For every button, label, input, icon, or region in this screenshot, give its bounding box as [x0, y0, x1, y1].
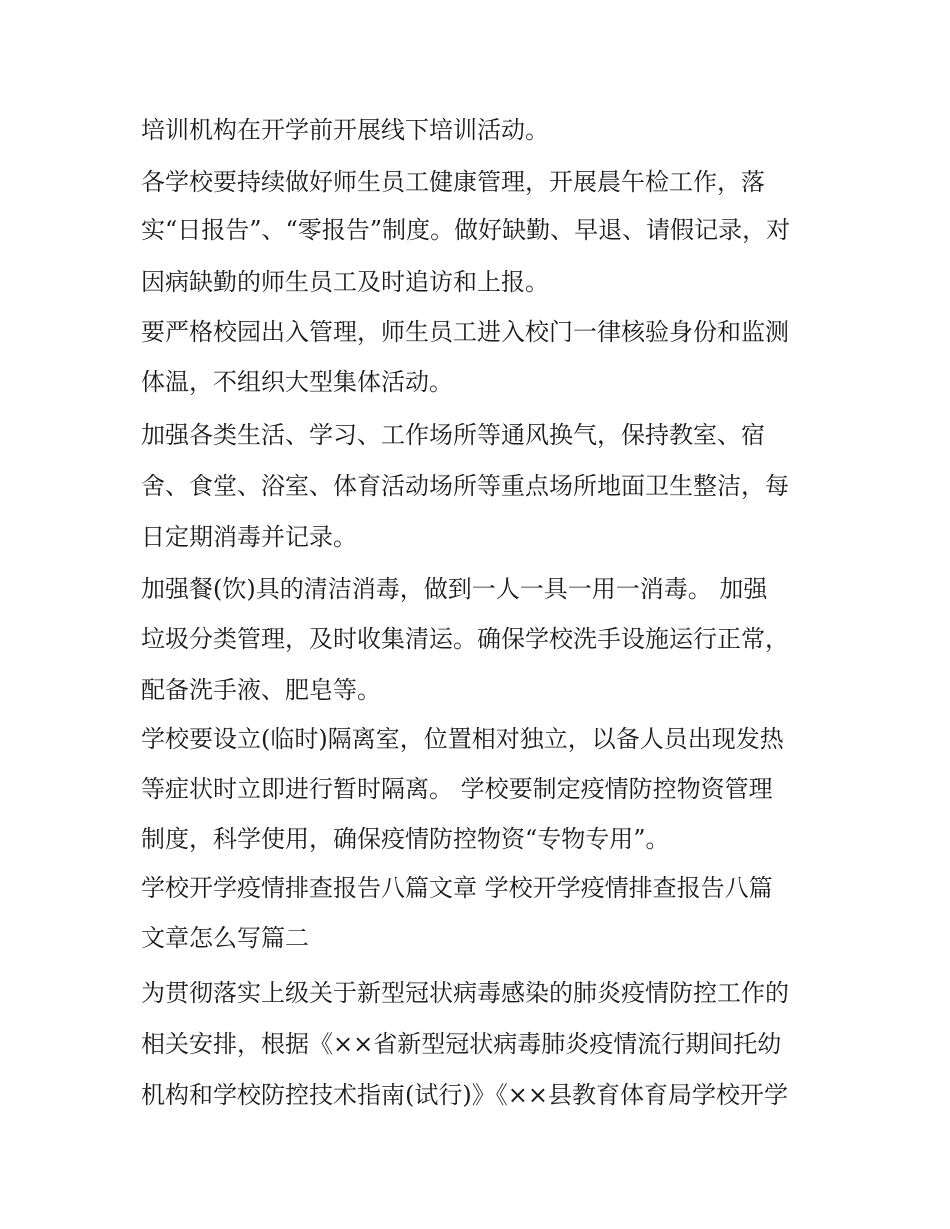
text-line: 机构和学校防控技术指南(试行)》《××县教育体育局学校开学 — [141, 1081, 788, 1109]
text-line: 加强餐(饮)具的清洁消毒，做到一人一具一用一消毒。 加强 — [141, 575, 768, 603]
text-line: 舍、食堂、浴室、体育活动场所等重点场所地面卫生整洁，每 — [141, 472, 789, 500]
text-line: 学校开学疫情排查报告八篇文章 学校开学疫情排查报告八篇 — [141, 874, 773, 902]
text-line: 要严格校园出入管理，师生员工进入校门一律核验身份和监测 — [141, 318, 789, 346]
text-line: 配备洗手液、肥皂等。 — [141, 676, 381, 704]
text-line: 各学校要持续做好师生员工健康管理，开展晨午检工作，落 — [141, 168, 765, 196]
text-line: 实“日报告”、“零报告”制度。做好缺勤、早退、请假记录，对 — [141, 216, 791, 244]
text-line: 等症状时立即进行暂时隔离。 学校要制定疫情防控物资管理 — [141, 775, 773, 803]
text-line: 学校要设立(临时)隔离室，位置相对独立，以备人员出现发热 — [141, 725, 784, 753]
text-line: 加强各类生活、学习、工作场所等通风换气，保持教室、宿 — [141, 421, 765, 449]
text-line: 相关安排，根据《××省新型冠状病毒肺炎疫情流行期间托幼 — [141, 1030, 782, 1058]
text-line: 制度，科学使用，确保疫情防控物资“专物专用”。 — [141, 825, 670, 853]
text-line: 文章怎么写篇二 — [141, 924, 309, 952]
text-line: 日定期消毒并记录。 — [141, 523, 357, 551]
text-line: 为贯彻落实上级关于新型冠状病毒感染的肺炎疫情防控工作的 — [141, 979, 789, 1007]
text-line: 培训机构在开学前开展线下培训活动。 — [141, 116, 549, 144]
text-line: 因病缺勤的师生员工及时追访和上报。 — [141, 268, 549, 296]
text-line: 垃圾分类管理，及时收集清运。确保学校洗手设施运行正常， — [141, 625, 789, 653]
text-line: 体温，不组织大型集体活动。 — [141, 368, 453, 396]
